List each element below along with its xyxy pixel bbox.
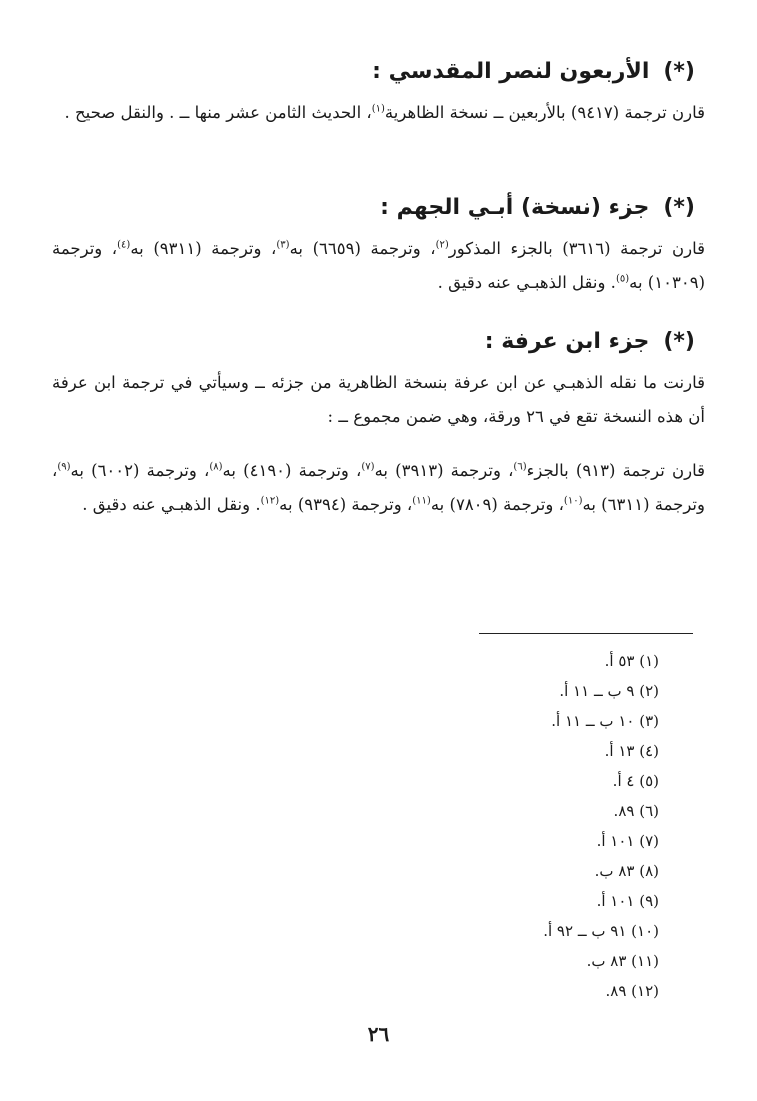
footnote-ref: (١٢): [260, 495, 280, 507]
section-heading-2: [55, 192, 695, 224]
paragraph-text: ، الحديث الثامن عشر منها ــ . والنقل صحيح .: [64, 103, 372, 122]
footnote-item: (٧) ١٠١ أ.: [596, 832, 659, 850]
paragraph-text: ، وترجمة (٦٣١١) به: [52, 461, 705, 514]
footnote-ref: (٩): [57, 461, 71, 473]
footnote-ref: (١١): [412, 495, 431, 507]
footnote-ref: (٣): [276, 239, 290, 251]
footnote-item: (١٢) ٨٩.: [605, 982, 659, 1000]
paragraph-text: ، وترجمة (٩٣٩٤) به: [279, 495, 413, 514]
footnote-ref: (١): [371, 103, 385, 115]
paragraph-text: قارن ترجمة (٩١٣) بالجزء: [526, 461, 706, 480]
section-marker: (*): [663, 329, 695, 354]
paragraph-text: ، وترجمة (٣٩١٣) به: [374, 461, 514, 480]
footnote-item: (٦) ٨٩.: [613, 802, 659, 820]
footnote-ref: (٢): [435, 239, 449, 251]
footnote-ref: (٤): [117, 239, 131, 251]
footnote-item: (٨) ٨٣ ب.: [594, 862, 659, 880]
paragraph-text: . ونقل الذهبـي عنه دقيق .: [437, 273, 616, 292]
footnote-ref: (٧): [361, 461, 375, 473]
section-paragraph: [52, 232, 705, 300]
page-number: ٢٦: [367, 1022, 390, 1046]
section-heading-1: [55, 56, 695, 88]
footnote-item: (٣) ١٠ ب ــ ١١ أ.: [551, 712, 659, 730]
paragraph-text: ، وترجمة (٤١٩٠) به: [222, 461, 362, 480]
footnote-ref: (٨): [209, 461, 223, 473]
section-heading-3: [55, 326, 695, 358]
section-marker: (*): [663, 195, 695, 220]
paragraph-text: ، وترجمة (٧٨٠٩) به: [430, 495, 564, 514]
section-title: جزء (نسخة) أبـي الجهم :: [380, 195, 650, 220]
footnote-item: (١٠) ٩١ ب ــ ٩٢ أ.: [543, 922, 659, 940]
paragraph-text: ، وترجمة (٩٣١١) به: [130, 239, 277, 258]
paragraph-text: قارن ترجمة (٣٦١٦) بالجزء المذكور: [448, 239, 705, 258]
section-title: الأربعون لنصر المقدسي :: [372, 59, 650, 84]
footnote-item: (٥) ٤ أ.: [612, 772, 659, 790]
footnote-ref: (٦): [513, 461, 527, 473]
footnote-item: (١) ٥٣ أ.: [604, 652, 659, 670]
footnotes-list: [339, 646, 659, 1006]
section-title: جزء ابن عرفة :: [484, 329, 650, 354]
paragraph-text: قارن ترجمة (٩٤١٧) بالأربعين ــ نسخة الظاهرية: [384, 103, 705, 122]
paragraph-text: . ونقل الذهبـي عنه دقيق .: [82, 495, 261, 514]
footnote-ref: (١٠): [563, 495, 583, 507]
section-paragraph: [52, 96, 705, 130]
footnote-item: (٢) ٩ ب ــ ١١ أ.: [559, 682, 659, 700]
footnote-item: (٤) ١٣ أ.: [604, 742, 659, 760]
footnote-ref: (٥): [615, 273, 630, 285]
paragraph-text: ، وترجمة (٦٦٥٩) به: [289, 239, 436, 258]
paragraph-text: قارنت ما نقله الذهبـي عن ابن عرفة بنسخة الظاهرية من جزئه ــ وسيأتي في ترجمة ابن عرفة أن هذه النسخة تقع في ٢٦ ورقة، وهي ضمن مجموع ــ :: [52, 373, 705, 426]
footnote-item: (١١) ٨٣ ب.: [586, 952, 659, 970]
footnote-item: (٩) ١٠١ أ.: [596, 892, 659, 910]
paragraph-text: ، وترجمة (١٠٣٠٩) به: [52, 239, 705, 292]
footnote-separator: [479, 633, 693, 634]
section-paragraph: [52, 366, 705, 434]
paragraph-text: ، وترجمة (٦٠٠٢) به: [70, 461, 210, 480]
section-marker: (*): [663, 59, 695, 84]
section-paragraph: [52, 454, 705, 522]
